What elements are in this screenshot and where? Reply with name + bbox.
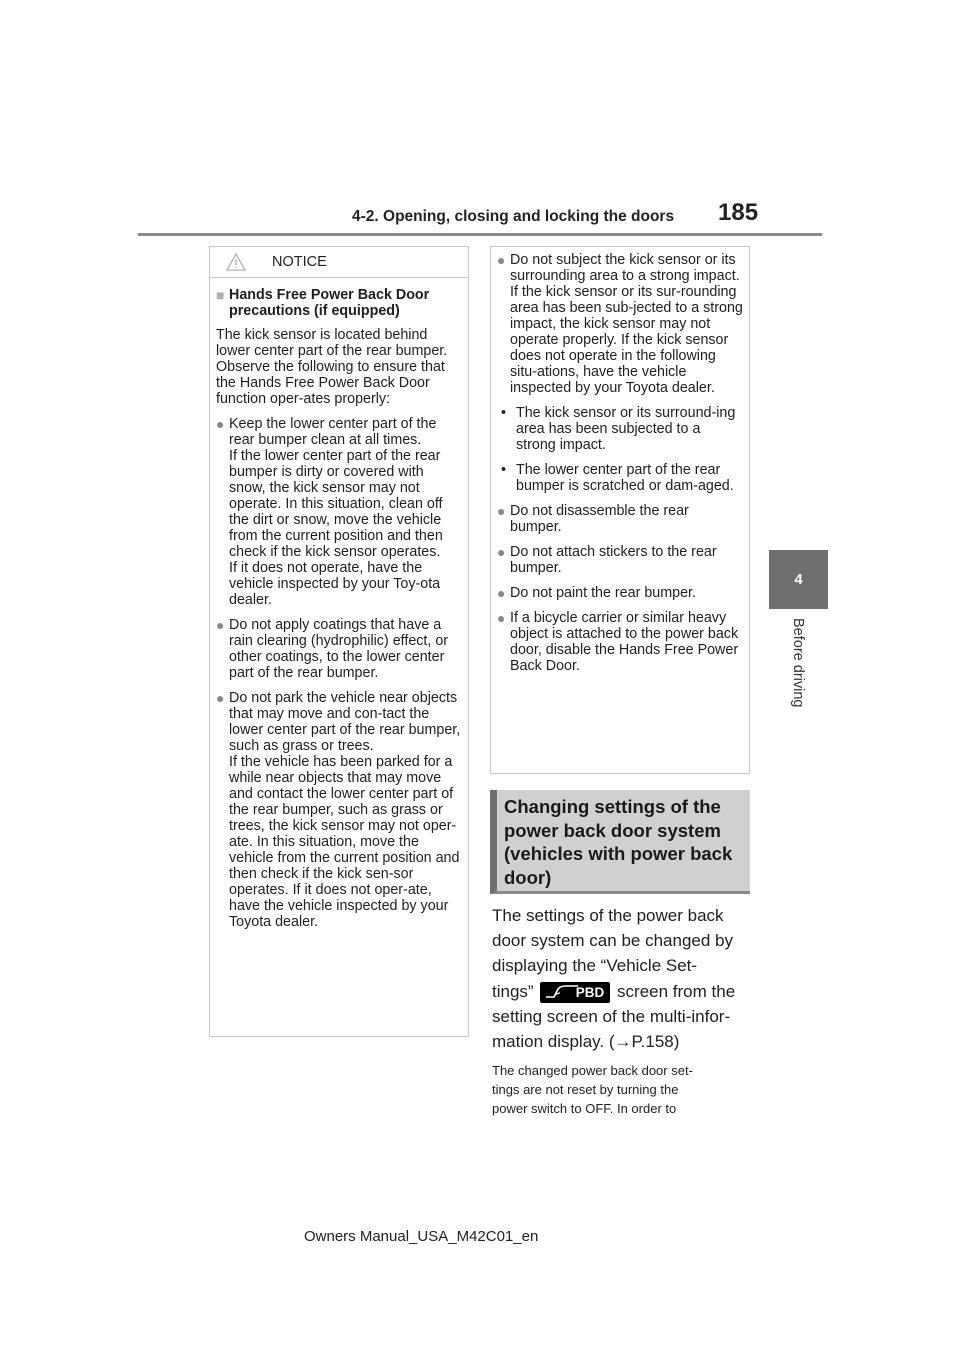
chapter-number: 4 [794,571,803,588]
list-item: ● If a bicycle carrier or similar heavy object is attached to the power back door, disable the Hands Free Power Back Door. [497,610,739,674]
chapter-label: Before driving [790,618,806,708]
power-back-door-icon: PBD [540,982,610,1003]
footer-manual-id: Owners Manual_USA_M42C01_en [304,1228,539,1245]
section-heading: Changing settings of the power back door system (vehicles with power back door) [490,790,750,894]
settings-note: The changed power back door set- tings are not reset by turning the power switch to OFF. In order to [492,1063,693,1116]
list-item: ● Do not attach stickers to the rear bumper. [497,544,717,576]
bullet-dot-icon: ● [497,610,506,626]
list-item: ● Do not disassemble the rear bumper. [497,503,689,535]
page-number: 185 [718,199,759,226]
header-rule [138,233,822,236]
list-item: ● Do not paint the rear bumper. [497,585,696,601]
notice-box-left [209,246,469,1037]
dash-bullet-icon: • [501,405,507,421]
bullet-dot-icon: ● [216,617,225,633]
bullet-dot-icon: ● [216,690,225,706]
list-item: ● Do not subject the kick sensor or its surrounding area to a strong impact. If the kick sensor or its sur-rounding area has been sub-jected to a strong impact, the kick sensor may not operate properly. If the kick sensor does not operate in the following situ-ations, have the vehicle inspected by your Toyota dealer. [497,252,743,396]
dash-list-item: • The kick sensor or its surround-ing area has been subjected to a strong impact. [501,405,736,453]
bullet-dot-icon: ● [497,252,506,268]
dash-bullet-icon: • [501,462,507,478]
dash-list-item: • The lower center part of the rear bumper is scratched or dam-aged. [501,462,734,494]
notice-label: NOTICE [272,254,327,270]
settings-body: The settings of the power back door system can be changed by displaying the “Vehicle Set- tings” PBD screen from the setting screen of the multi-infor- mation display. (→P.158) [492,906,736,1051]
notice-intro: The kick sensor is located behind lower center part of the rear bumper. Observe the following to ensure that the Hands Free Power Back Door function oper-ates properly: [216,327,448,407]
bullet-dot-icon: ● [497,544,506,560]
bullet-dot-icon: ● [497,503,506,519]
chapter-tab[interactable] [769,550,828,609]
section-title: 4-2. Opening, closing and locking the doors [352,208,675,225]
notice-section-title: ■ Hands Free Power Back Door precautions (if equipped) [216,287,430,319]
arrow-right-icon: → [614,1031,632,1051]
warning-triangle-icon [226,253,246,271]
bullet-dot-icon: ● [216,416,225,432]
square-bullet-icon: ■ [216,287,225,303]
list-item: ● Keep the lower center part of the rear bumper clean at all times. If the lower center part of the rear bumper is dirty or covered with snow, the kick sensor may not operate. In this situation, clean off the dirt or snow, move the vehicle from the current position and then check if the kick sensor operates. If it does not operate, have the vehicle inspected by your Toy-ota dealer. [216,416,443,608]
page-reference-link[interactable]: P.158) [631,1031,680,1051]
list-item: ● Do not apply coatings that have a rain clearing (hydrophilic) effect, or other coatings, to the lower center part of the rear bumper. [216,617,449,681]
list-item: ● Do not park the vehicle near objects that may move and con-tact the lower center part of the rear bumper, such as grass or trees. If the vehicle has been parked for a while near objects that may move and contact the lower center part of the rear bumper, such as grass or trees, the kick sensor may not oper-ate. In this situation, move the vehicle from the current position and then check if the kick sen-sor operates. If it does not oper-ate, have the vehicle inspected by your Toyota dealer. [216,690,461,930]
notice-box-right [490,246,750,774]
bullet-dot-icon: ● [497,585,506,601]
notice-header [210,247,468,278]
